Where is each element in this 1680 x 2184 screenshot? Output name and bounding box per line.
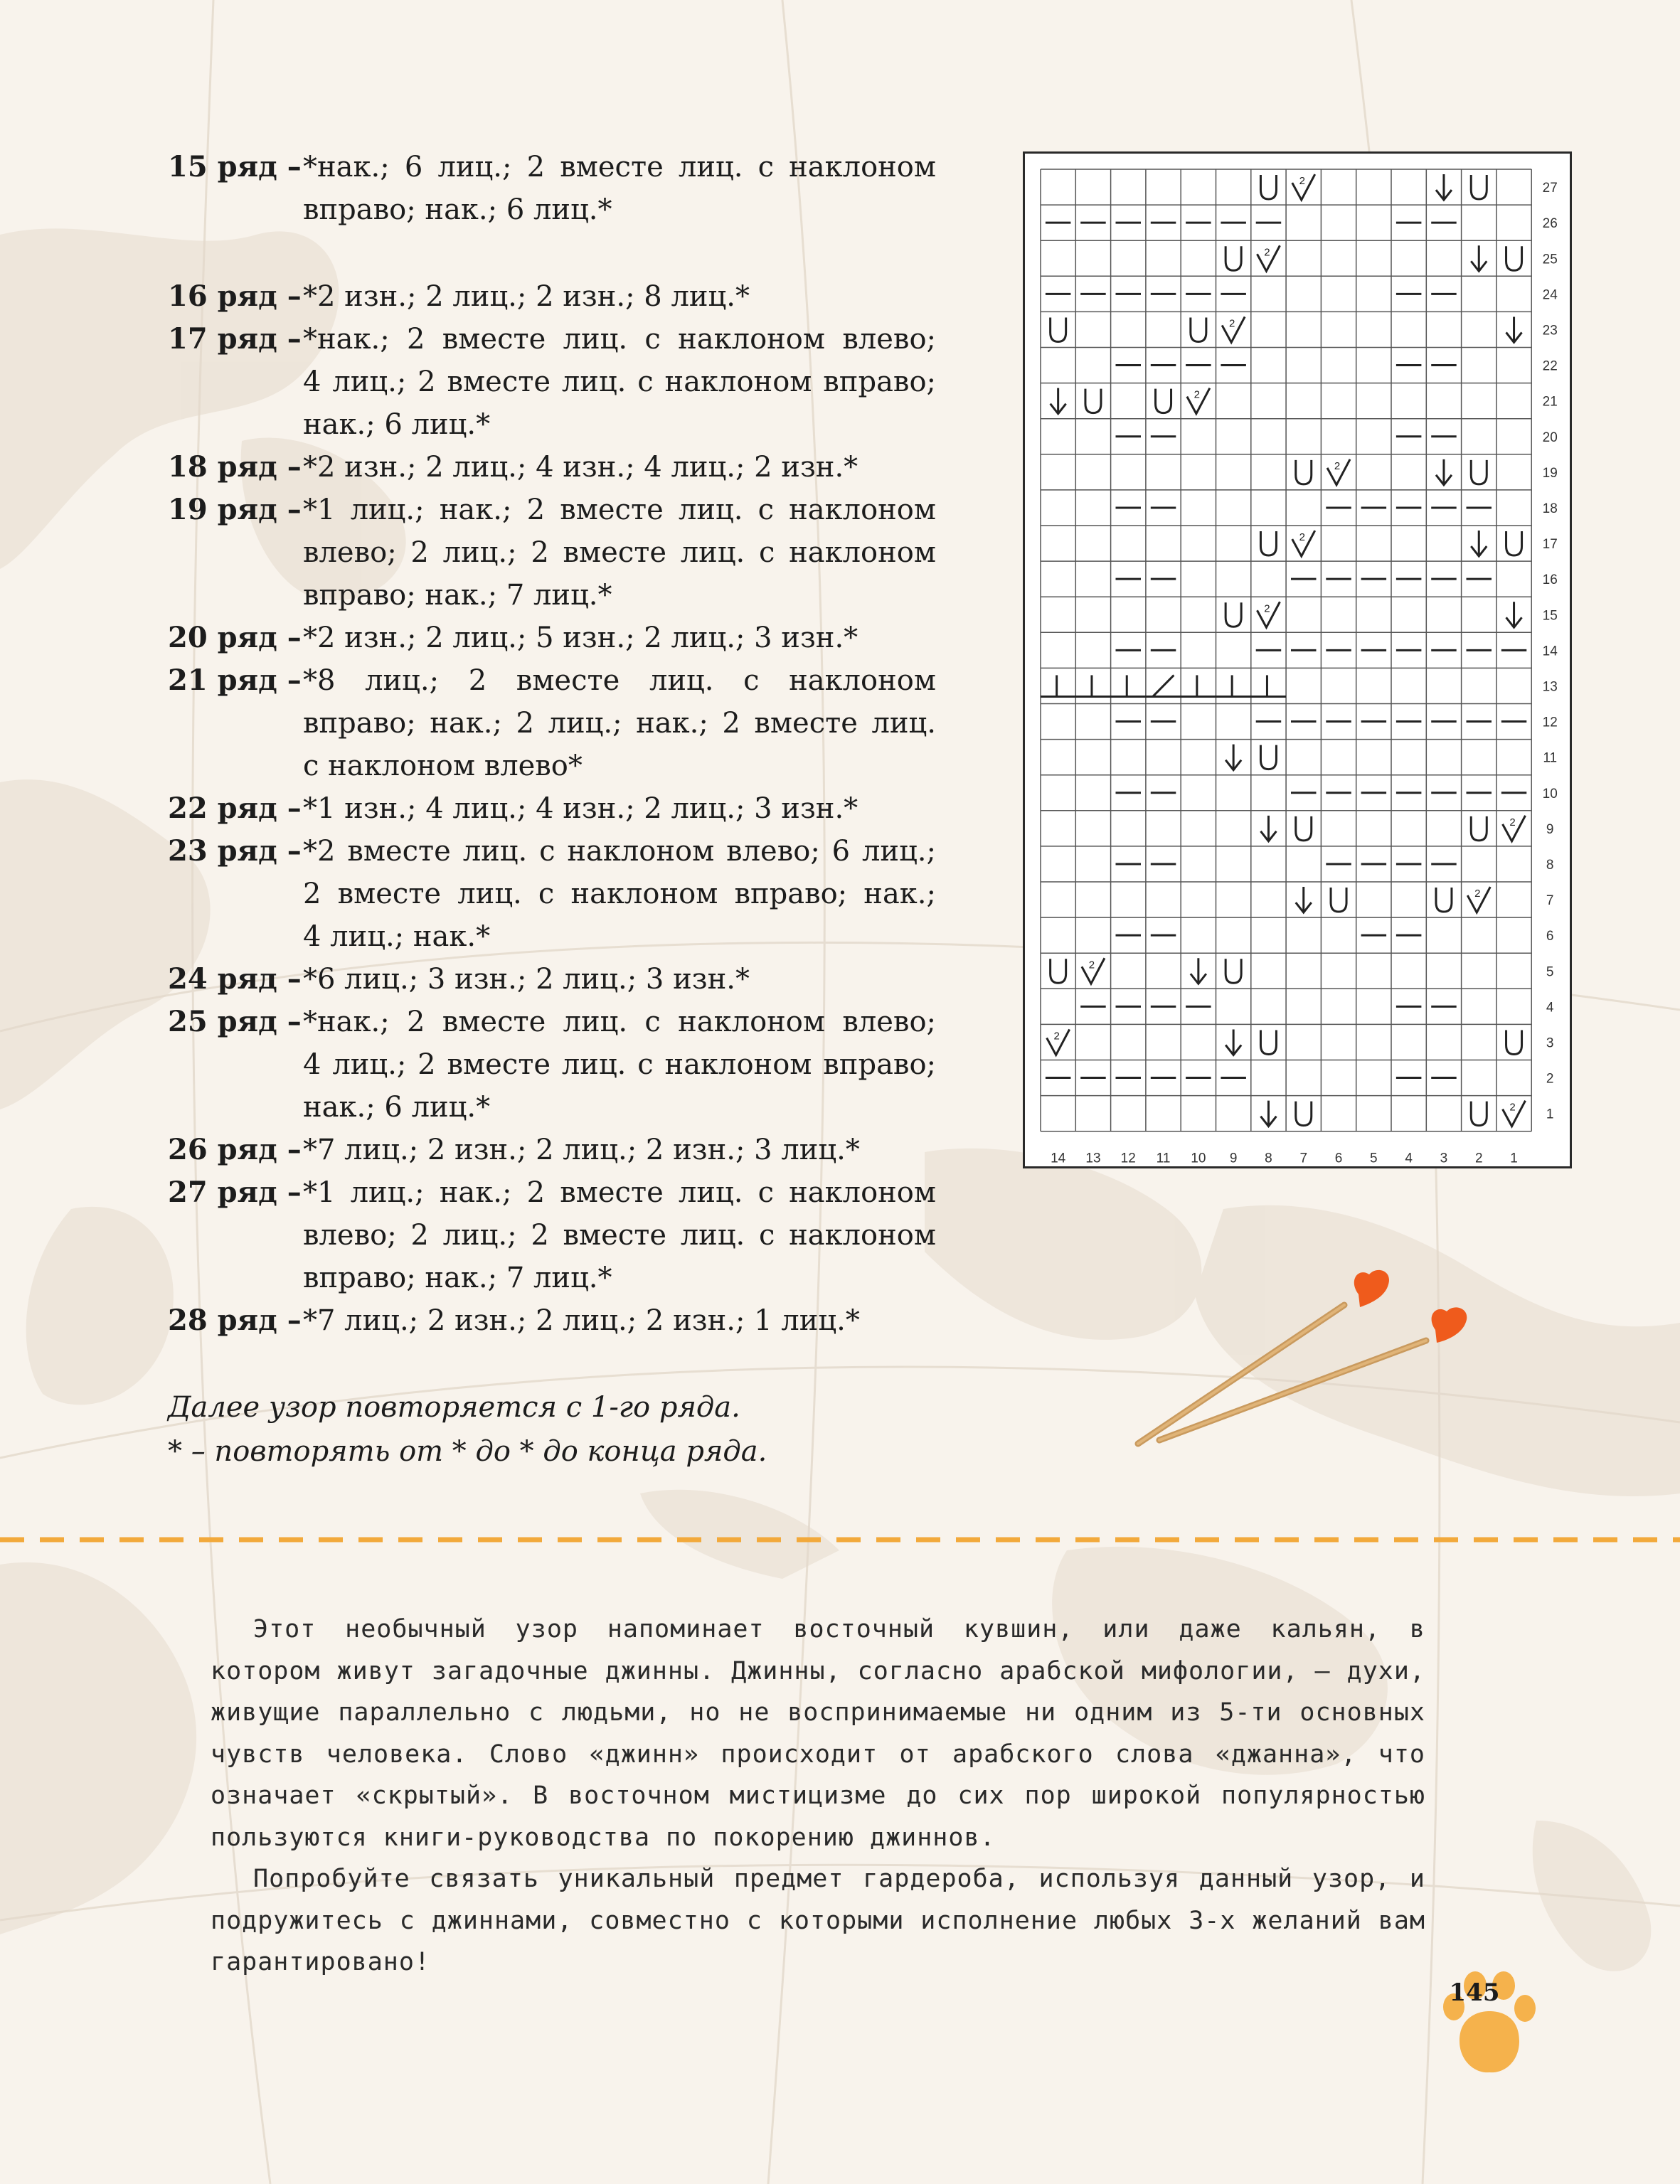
decrease-count-label: 2 bbox=[1053, 1030, 1060, 1043]
chart-row-label: 17 bbox=[1542, 537, 1558, 553]
row-label: 20 ряд – bbox=[168, 621, 302, 654]
yarn-over-mark bbox=[1226, 959, 1241, 983]
chart-row-label: 7 bbox=[1546, 893, 1554, 909]
chart-row-label: 26 bbox=[1542, 216, 1558, 232]
chart-column-label: 1 bbox=[1510, 1151, 1518, 1166]
yarn-over-mark bbox=[1296, 460, 1312, 484]
chart-row-label: 3 bbox=[1546, 1035, 1554, 1051]
row-text bbox=[303, 1171, 936, 1299]
row-label: 28 ряд – bbox=[168, 1304, 302, 1337]
chart-row-label: 2 bbox=[1546, 1071, 1554, 1087]
decrease-count-label: 2 bbox=[1299, 531, 1305, 544]
decrease-left-mark bbox=[1191, 958, 1206, 984]
row-text-line: *1 лиц.; нак.; 2 вместе лиц. с наклоном bbox=[303, 1176, 936, 1209]
decrease-count-label: 2 bbox=[1264, 246, 1270, 259]
row-instruction bbox=[168, 830, 936, 958]
row-text-line: нак.; 6 лиц.* bbox=[303, 408, 491, 441]
decrease-left-mark bbox=[1226, 745, 1241, 770]
row-label: 15 ряд – bbox=[168, 150, 302, 183]
row-text-line: влево; 2 лиц.; 2 вместе лиц. с наклоном bbox=[303, 1219, 936, 1252]
chart-row-label: 23 bbox=[1542, 323, 1558, 339]
row-instruction bbox=[168, 1001, 936, 1129]
chart-column-label: 8 bbox=[1265, 1151, 1272, 1166]
row-instruction bbox=[168, 1299, 936, 1342]
decrease-left-mark bbox=[1506, 316, 1522, 342]
row-text-line: *нак.; 2 вместе лиц. с наклоном влево; bbox=[303, 1006, 936, 1038]
decrease-left-mark bbox=[1296, 887, 1312, 912]
decrease-count-label: 2 bbox=[1299, 175, 1305, 188]
row-text-line: *1 изн.; 4 лиц.; 4 изн.; 2 лиц.; 3 изн.* bbox=[303, 792, 858, 825]
yarn-over-mark bbox=[1226, 602, 1241, 627]
row-instruction bbox=[168, 1129, 936, 1171]
row-instruction bbox=[168, 275, 936, 318]
yarn-over-mark bbox=[1260, 1030, 1276, 1054]
chart-column-label: 9 bbox=[1229, 1151, 1238, 1166]
decrease-left-mark bbox=[1471, 531, 1487, 556]
yarn-over-mark bbox=[1296, 816, 1312, 841]
row-text bbox=[303, 146, 936, 231]
row-text bbox=[303, 318, 936, 446]
decrease-count-label: 2 bbox=[1264, 602, 1270, 615]
yarn-over-mark bbox=[1471, 816, 1487, 841]
chart-row-label: 20 bbox=[1542, 430, 1558, 445]
chart-row-label: 8 bbox=[1546, 857, 1554, 873]
chart-column-label: 7 bbox=[1299, 1151, 1308, 1166]
yarn-over-mark bbox=[1051, 959, 1066, 983]
notes bbox=[168, 1385, 767, 1474]
chart-row-label: 9 bbox=[1546, 821, 1554, 837]
chart-row-label: 11 bbox=[1543, 750, 1558, 766]
row-text-line: *2 изн.; 2 лиц.; 5 изн.; 2 лиц.; 3 изн.* bbox=[303, 622, 858, 654]
description-paragraph-2: Попробуйте связать уникальный предмет гардероба, используя данный узор, и подружитесь с джиннами, совместно с которыми исполнение любых 3-х желаний вам гарантировано! bbox=[211, 1865, 1425, 1976]
decrease-count-label: 2 bbox=[1088, 959, 1095, 971]
row-instruction bbox=[168, 787, 936, 830]
decrease-left-mark bbox=[1260, 816, 1276, 841]
description-paragraph-1: Этот необычный узор напоминает восточный кувшин, или даже кальян, в котором живут загадочные джинны. Джинны, согласно арабской мифологии, – духи, живущие параллельно с людьми, но не воспринимаемые ни одним из 5-ти основных чувств человека. Слово «джинн» происходит от арабского слова «джанна», что означает «скрытый». В восточном мистицизме до сих пор широкой популярностью пользуются книги-руководства по покорению джиннов. bbox=[211, 1615, 1425, 1852]
row-label: 17 ряд – bbox=[168, 322, 302, 356]
chart-row-label: 13 bbox=[1542, 679, 1558, 695]
row-text-line: вправо; нак.; 7 лиц.* bbox=[303, 1262, 612, 1294]
repeat-note: Далее узор повторяется с 1-го ряда. bbox=[168, 1391, 740, 1424]
chart-row-label: 19 bbox=[1542, 465, 1558, 481]
dashed-separator bbox=[0, 1536, 1680, 1543]
decrease-left-mark bbox=[1226, 1029, 1241, 1055]
row-text-line: 4 лиц.; 2 вместе лиц. с наклоном вправо; bbox=[303, 1048, 936, 1081]
row-text-line: 2 вместе лиц. с наклоном вправо; нак.; bbox=[303, 878, 936, 910]
decrease-left-mark bbox=[1051, 388, 1066, 414]
row-label: 23 ряд – bbox=[168, 834, 302, 868]
asterisk-note: * – повторять от * до * до конца ряда. bbox=[168, 1435, 767, 1468]
yarn-over-mark bbox=[1226, 246, 1241, 270]
row-text-line: 4 лиц.; нак.* bbox=[303, 920, 491, 953]
chart-column-label: 10 bbox=[1191, 1151, 1206, 1166]
row-label: 24 ряд – bbox=[168, 962, 302, 996]
yarn-over-mark bbox=[1051, 317, 1066, 341]
row-text-line: *2 изн.; 2 лиц.; 4 изн.; 4 лиц.; 2 изн.* bbox=[303, 451, 858, 484]
decrease-count-label: 2 bbox=[1228, 317, 1235, 330]
row-text-line: 4 лиц.; 2 вместе лиц. с наклоном вправо; bbox=[303, 366, 936, 398]
row-text-line: *7 лиц.; 2 изн.; 2 лиц.; 2 изн.; 1 лиц.* bbox=[303, 1304, 860, 1337]
knitting-chart bbox=[1023, 151, 1572, 1168]
row-text bbox=[303, 1299, 936, 1342]
chart-row-label: 18 bbox=[1542, 501, 1558, 516]
chart-row-label: 24 bbox=[1542, 287, 1558, 303]
row-text bbox=[303, 489, 936, 617]
chart-row-label: 27 bbox=[1542, 181, 1558, 196]
chart-row-label: 1 bbox=[1546, 1107, 1554, 1122]
row-text-line: вправо; нак.; 6 лиц.* bbox=[303, 193, 612, 226]
chart-column-label: 5 bbox=[1370, 1151, 1378, 1166]
row-text-line: *8 лиц.; 2 вместе лиц. с наклоном bbox=[303, 664, 936, 697]
decrease-count-label: 2 bbox=[1509, 816, 1516, 829]
yarn-over-mark bbox=[1471, 175, 1487, 199]
chart-row-label: 22 bbox=[1542, 358, 1558, 374]
yarn-over-mark bbox=[1506, 246, 1522, 270]
yarn-over-mark bbox=[1506, 1030, 1522, 1054]
chart-row-label: 15 bbox=[1542, 608, 1558, 624]
row-text bbox=[303, 958, 936, 1001]
decrease-left-mark bbox=[1260, 1101, 1276, 1126]
row-text-line: вправо; нак.; 7 лиц.* bbox=[303, 579, 612, 612]
row-text-line: *нак.; 6 лиц.; 2 вместе лиц. с наклоном bbox=[303, 151, 936, 183]
row-text bbox=[303, 830, 936, 958]
chart-row-label: 12 bbox=[1542, 715, 1558, 730]
yarn-over-mark bbox=[1191, 317, 1206, 341]
yarn-over-mark bbox=[1471, 460, 1487, 484]
row-text-line: влево; 2 лиц.; 2 вместе лиц. с наклоном bbox=[303, 536, 936, 569]
page-number: 145 bbox=[1449, 1978, 1500, 2007]
knitting-needles-icon bbox=[1131, 1252, 1472, 1465]
decrease-count-label: 2 bbox=[1334, 459, 1341, 472]
decrease-count-label: 2 bbox=[1509, 1101, 1516, 1114]
row-instruction bbox=[168, 1171, 936, 1299]
row-instruction bbox=[168, 446, 936, 489]
yarn-over-mark bbox=[1471, 1102, 1487, 1126]
yarn-over-mark bbox=[1260, 745, 1276, 769]
yarn-over-mark bbox=[1436, 888, 1452, 912]
knitting-chart-grid bbox=[1025, 154, 1570, 1166]
chart-column-label: 3 bbox=[1440, 1151, 1448, 1166]
row-text-line: с наклоном влево* bbox=[303, 750, 583, 782]
row-text-line: *2 изн.; 2 лиц.; 2 изн.; 8 лиц.* bbox=[303, 280, 750, 313]
row-instruction bbox=[168, 659, 936, 787]
chart-column-label: 13 bbox=[1085, 1151, 1101, 1166]
row-label: 21 ряд – bbox=[168, 664, 302, 697]
chart-row-label: 14 bbox=[1542, 644, 1558, 659]
decrease-count-label: 2 bbox=[1193, 388, 1201, 401]
row-label: 19 ряд – bbox=[168, 493, 302, 526]
row-text-line: *6 лиц.; 3 изн.; 2 лиц.; 3 изн.* bbox=[303, 963, 750, 996]
row-text bbox=[303, 1129, 936, 1171]
chart-column-label: 2 bbox=[1474, 1151, 1483, 1166]
chart-column-label: 14 bbox=[1051, 1151, 1066, 1166]
yarn-over-mark bbox=[1506, 531, 1522, 555]
row-text-line: *7 лиц.; 2 изн.; 2 лиц.; 2 изн.; 3 лиц.* bbox=[303, 1134, 860, 1166]
row-label: 18 ряд – bbox=[168, 450, 302, 484]
yarn-over-mark bbox=[1085, 389, 1101, 413]
chart-column-label: 4 bbox=[1405, 1151, 1413, 1166]
chart-row-label: 25 bbox=[1542, 252, 1558, 267]
chart-row-label: 10 bbox=[1542, 786, 1558, 801]
yarn-over-mark bbox=[1260, 531, 1276, 555]
chart-column-label: 11 bbox=[1156, 1151, 1171, 1166]
pattern-description bbox=[211, 1609, 1425, 1983]
chart-row-label: 16 bbox=[1542, 572, 1558, 588]
row-instruction bbox=[168, 146, 936, 231]
decrease-left-mark bbox=[1471, 245, 1487, 271]
row-text-line: нак.; 6 лиц.* bbox=[303, 1091, 491, 1124]
row-label: 27 ряд – bbox=[168, 1176, 302, 1209]
decrease-left-mark bbox=[1436, 174, 1452, 200]
decrease-left-mark bbox=[1506, 602, 1522, 627]
chart-row-label: 6 bbox=[1546, 929, 1554, 944]
decrease-count-label: 2 bbox=[1474, 888, 1481, 900]
row-text-line: *нак.; 2 вместе лиц. с наклоном влево; bbox=[303, 323, 936, 356]
row-instruction bbox=[168, 489, 936, 617]
yarn-over-mark bbox=[1156, 389, 1171, 413]
slash-mark bbox=[1153, 675, 1174, 696]
decrease-left-mark bbox=[1436, 459, 1452, 485]
row-text bbox=[303, 659, 936, 787]
row-label: 25 ряд – bbox=[168, 1005, 302, 1038]
row-text bbox=[303, 1001, 936, 1129]
row-text-line: вправо; нак.; 2 лиц.; нак.; 2 вместе лиц. bbox=[303, 707, 936, 740]
row-instruction bbox=[168, 958, 936, 1001]
row-text bbox=[303, 446, 936, 489]
yarn-over-mark bbox=[1296, 1102, 1312, 1126]
row-label: 26 ряд – bbox=[168, 1133, 302, 1166]
yarn-over-mark bbox=[1260, 175, 1276, 199]
yarn-over-mark bbox=[1331, 888, 1346, 912]
row-instructions bbox=[168, 146, 936, 1342]
chart-row-label: 4 bbox=[1546, 1000, 1554, 1016]
row-text-line: *2 вместе лиц. с наклоном влево; 6 лиц.; bbox=[303, 835, 936, 868]
row-instruction bbox=[168, 318, 936, 446]
chart-row-label: 21 bbox=[1542, 394, 1558, 410]
row-text bbox=[303, 787, 936, 830]
chart-column-label: 6 bbox=[1334, 1151, 1343, 1166]
chart-row-label: 5 bbox=[1546, 964, 1554, 980]
row-label: 22 ряд – bbox=[168, 792, 302, 825]
row-text-line: *1 лиц.; нак.; 2 вместе лиц. с наклоном bbox=[303, 494, 936, 526]
row-text bbox=[303, 275, 936, 318]
chart-column-label: 12 bbox=[1120, 1151, 1136, 1166]
row-instruction bbox=[168, 617, 936, 659]
row-label: 16 ряд – bbox=[168, 279, 302, 313]
row-text bbox=[303, 617, 936, 659]
